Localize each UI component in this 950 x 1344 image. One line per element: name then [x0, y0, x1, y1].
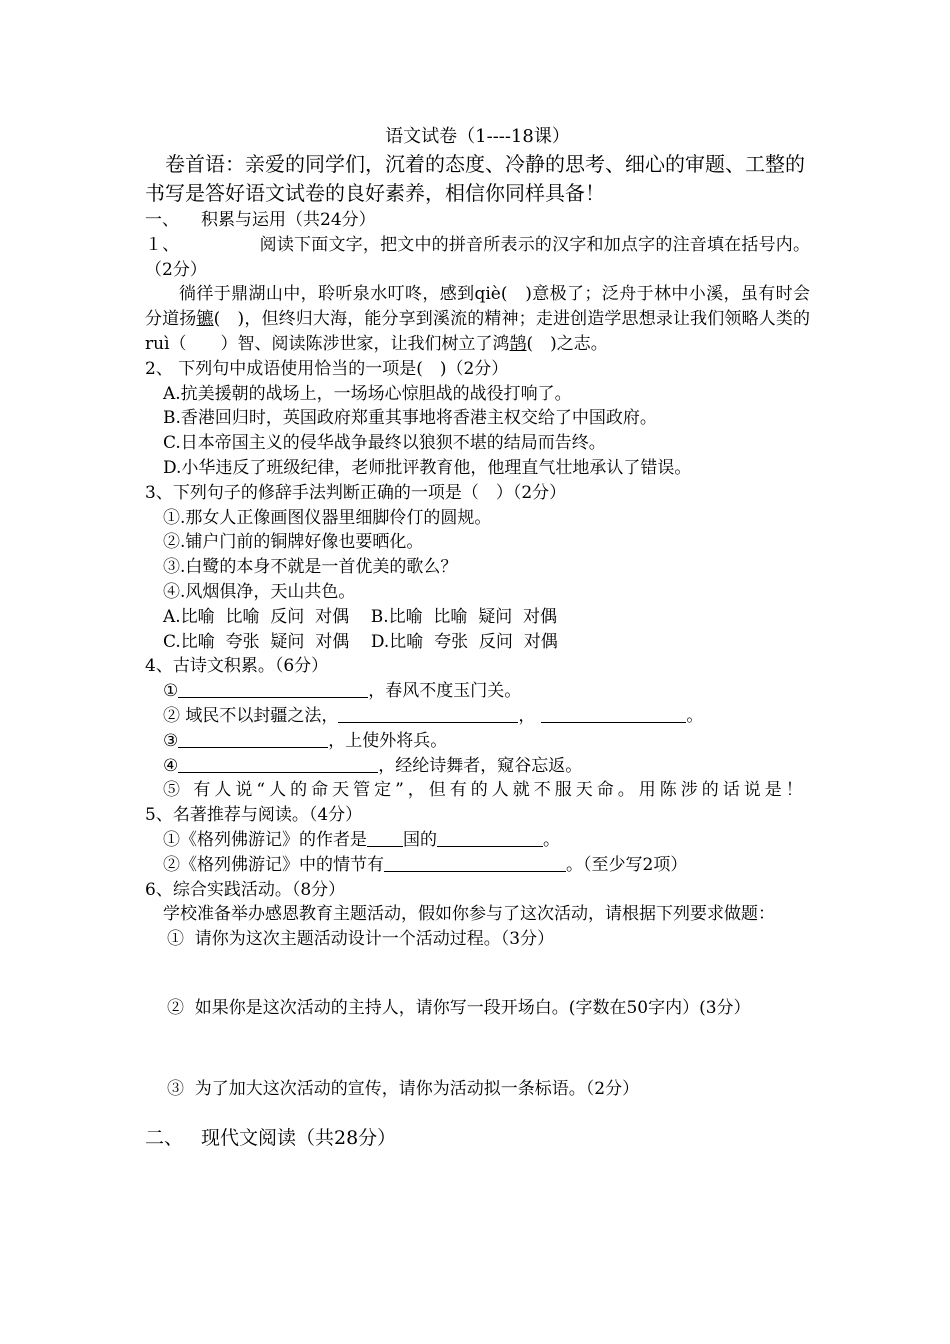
section2-number: 二、 — [145, 1126, 184, 1149]
q4-text: ，经纶诗舞者，窥谷忘返。 — [378, 755, 583, 776]
q3-item-2: ②.铺户门前的铜牌好像也要晒化。 — [163, 532, 424, 553]
q6-sub-1: ① 请你为这次主题活动设计一个活动过程。（3分） — [167, 929, 555, 950]
q2-option-a: A.抗美援朝的战场上，一场场心惊胆战的战役打响了。 — [163, 383, 572, 404]
q2-option-b: B.香港回归时，英国政府郑重其事地将香港主权交给了中国政府。 — [163, 408, 657, 429]
section1-number: 一、 — [145, 210, 179, 230]
section1-title: 积累与运用（共24分） — [201, 210, 376, 230]
section2-title: 现代文阅读（共28分） — [201, 1126, 397, 1149]
q4-label: ① — [163, 681, 179, 702]
q1-passage — [145, 282, 810, 356]
q6-stem: 6、综合实践活动。（8分） — [145, 879, 346, 900]
q1-prompt-text: 阅读下面文字，把文中的拼音所表示的汉字和加点字的注音填在括号内。（2分） — [145, 234, 811, 280]
q1-dotted-char-hu: 鹄 — [509, 333, 527, 354]
q4-text: ，上使外将兵。 — [328, 730, 448, 751]
q3-choices-ab: A.比喻 比喻 反问 对偶 B.比喻 比喻 疑问 对偶 — [163, 606, 558, 627]
q5-line-1 — [145, 828, 810, 853]
exam-title: 语文试卷（1----18课） — [385, 126, 570, 147]
answer-blank[interactable] — [178, 756, 378, 773]
q1-dotted-char-biao: 镳 — [196, 309, 214, 330]
q1-passage-part: 智、阅读陈涉世家，让我们树立了鸿 — [237, 333, 510, 354]
q1-passage-part: 徜徉于鼎湖山中，聆听泉水叮咚，感到 — [179, 284, 475, 305]
answer-space[interactable] — [145, 1021, 810, 1077]
section2-heading — [145, 1124, 810, 1152]
q4-text: ，春风不度玉门关。 — [368, 681, 522, 702]
q1-prompt — [145, 233, 810, 283]
q2-option-c: C.日本帝国主义的侵华战争最终以狼狈不堪的结局而告终。 — [163, 433, 606, 454]
q4-line-3 — [145, 729, 810, 754]
answer-space[interactable] — [145, 952, 810, 996]
q4-line-2 — [145, 704, 810, 729]
q5-text: ②《格列佛游记》中的情节有 — [163, 854, 384, 875]
answer-blank[interactable] — [178, 731, 328, 748]
q1-pinyin-rui: ruì（ ） — [145, 333, 238, 354]
section1-heading — [145, 208, 810, 233]
q4-line-1 — [145, 679, 810, 704]
q1-pinyin-qie: qiè( ) — [474, 284, 532, 305]
exam-page — [145, 124, 810, 1152]
q6-sub-2: ② 如果你是这次活动的主持人，请你写一段开场白。(字数在50字内）(3分） — [167, 997, 751, 1018]
q3-choices-cd: C.比喻 夸张 疑问 对偶 D.比喻 夸张 反问 对偶 — [163, 631, 558, 652]
prologue: 卷首语：亲爱的同学们，沉着的态度、冷静的思考、细心的审题、工整的书写是答好语文试卷的良好素养，相信你同样具备！ — [145, 152, 805, 205]
answer-blank[interactable] — [384, 855, 566, 872]
q5-stem: 5、名著推荐与阅读。（4分） — [145, 805, 363, 826]
answer-blank[interactable] — [178, 681, 368, 698]
q6-sub-3: ③ 为了加大这次活动的宣传，请你为活动拟一条标语。（2分） — [167, 1078, 640, 1099]
q3-stem: 3、下列句子的修辞手法判断正确的一项是（ ）（2分） — [145, 482, 567, 503]
q1-passage-part: 意极了；泛舟于林中小溪，虽有时会分道扬 — [145, 284, 811, 330]
answer-blank[interactable] — [541, 706, 686, 723]
q5-text: 。（至少写2项） — [566, 854, 688, 875]
q5-text: 。 — [543, 829, 560, 850]
q5-text: 国的 — [403, 829, 437, 850]
q4-text: 。 — [686, 705, 704, 726]
q2-stem: 2、 下列句中成语使用恰当的一项是( )（2分） — [145, 358, 509, 379]
q4-line-4 — [145, 754, 810, 779]
q3-item-3: ③.白鹭的本身不就是一首优美的歌么？ — [163, 557, 458, 578]
answer-blank[interactable] — [338, 706, 518, 723]
q3-item-1: ①.那女人正像画图仪器里细脚伶仃的圆规。 — [163, 507, 492, 528]
q4-line-5: ⑤ 有人说“人的命天管定”，但有的人就不服天命。用陈涉的话说是！ — [163, 780, 807, 801]
answer-blank[interactable] — [367, 830, 403, 847]
q1-number: １、 — [145, 234, 180, 255]
q6-intro: 学校准备举办感恩教育主题活动，假如你参与了这次活动，请根据下列要求做题： — [163, 904, 775, 925]
q4-stem: 4、古诗文积累。（6分） — [145, 656, 329, 677]
q4-label: ④ — [163, 755, 179, 776]
q4-text: ， — [518, 705, 536, 726]
q5-line-2 — [145, 853, 810, 878]
q3-item-4: ④.风烟俱净，天山共色。 — [163, 581, 356, 602]
q1-passage-part: ( )之志。 — [526, 333, 608, 354]
answer-blank[interactable] — [437, 830, 543, 847]
q4-label: ③ — [163, 730, 179, 751]
q5-text: ①《格列佛游记》的作者是 — [163, 829, 367, 850]
q1-passage-part: ( )，但终归大海，能分享到溪流的精神；走进创造学思想录让我们领略人类的 — [213, 309, 811, 330]
q4-text: ② 域民不以封疆之法， — [163, 705, 339, 726]
q2-option-d: D.小华违反了班级纪律，老师批评教育他，他理直气壮地承认了错误。 — [163, 457, 692, 478]
